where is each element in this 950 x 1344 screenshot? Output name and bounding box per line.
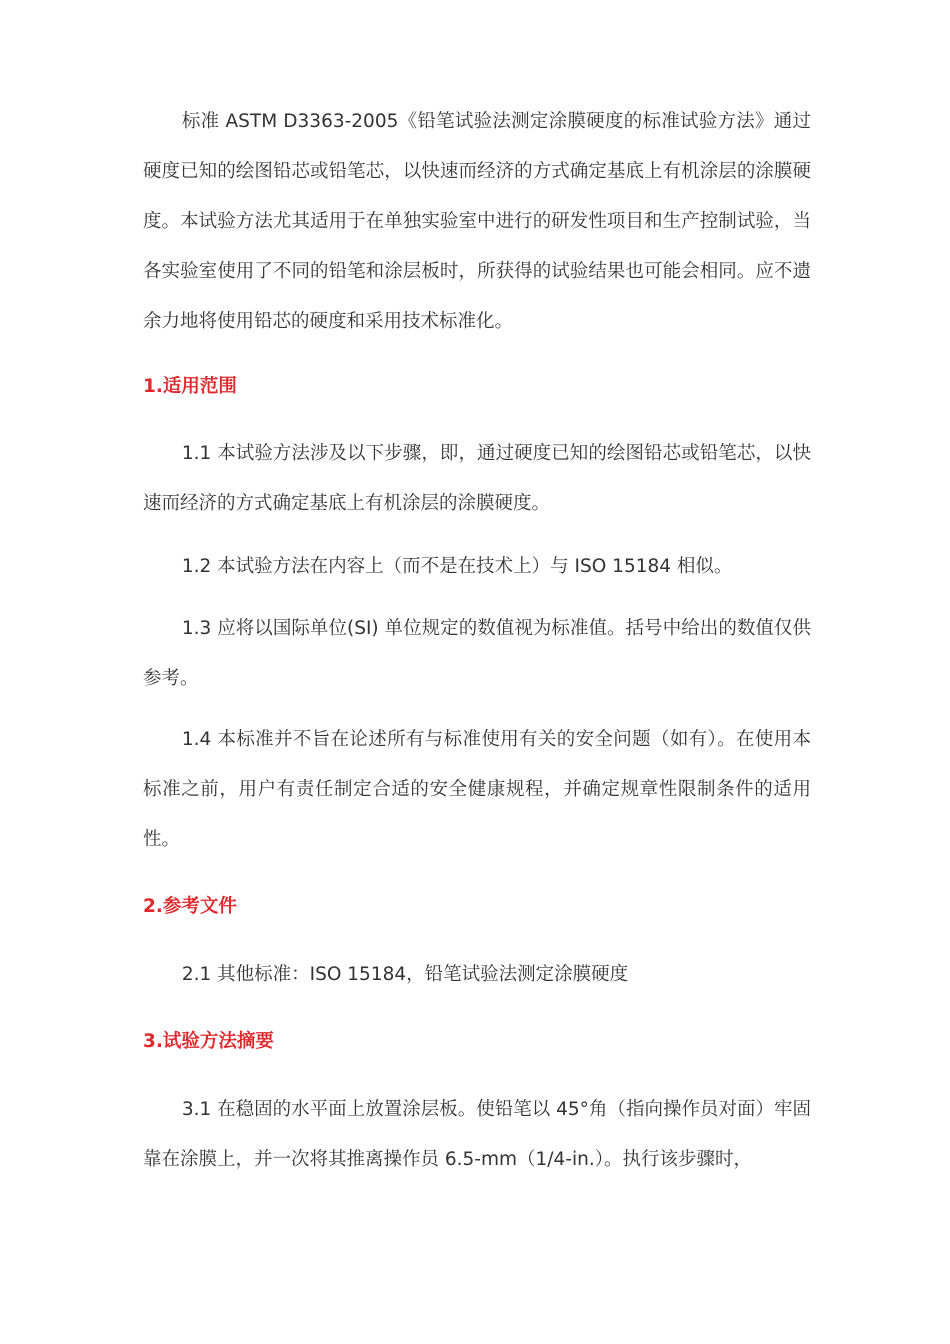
intro-paragraph: 标准 ASTM D3363-2005《铅笔试验法测定涂膜硬度的标准试验方法》通过硬度已知的绘图铅芯或铅笔芯，以快速而经济的方式确定基底上有机涂层的涂膜硬度。本试验方法尤其适用于在单独实验室中进行的研发性项目和生产控制试验，当各实验室使用了不同的铅笔和涂层板时，所获得的试验结果也可能会相同。应不遗余力地将使用铅芯的硬度和采用技术标准化。 [143,111,811,332]
section-3-1-paragraph: 3.1 在稳固的水平面上放置涂层板。使铅笔以 45°角（指向操作员对面）牢固靠在涂膜上，并一次将其推离操作员 6.5-mm（1/4-in.）。执行该步骤时， [143,1099,811,1170]
section-2-1-paragraph: 2.1 其他标准：ISO 15184，铅笔试验法测定涂膜硬度 [181,964,629,985]
section-1-heading: 1.适用范围 [143,376,237,397]
section-2-heading: 2.参考文件 [143,896,237,917]
section-3-heading: 3.试验方法摘要 [143,1031,274,1052]
section-1-4-paragraph: 1.4 本标准并不旨在论述所有与标准使用有关的安全问题（如有）。在使用本标准之前，用户有责任制定合适的安全健康规程，并确定规章性限制条件的适用性。 [143,729,811,850]
section-1-2-paragraph: 1.2 本试验方法在内容上（而不是在技术上）与 ISO 15184 相似。 [181,556,733,577]
section-1-3-paragraph: 1.3 应将以国际单位(SI) 单位规定的数值视为标准值。括号中给出的数值仅供参考。 [143,618,811,689]
section-1-1-paragraph: 1.1 本试验方法涉及以下步骤，即，通过硬度已知的绘图铅芯或铅笔芯，以快速而经济的方式确定基底上有机涂层的涂膜硬度。 [143,443,811,514]
